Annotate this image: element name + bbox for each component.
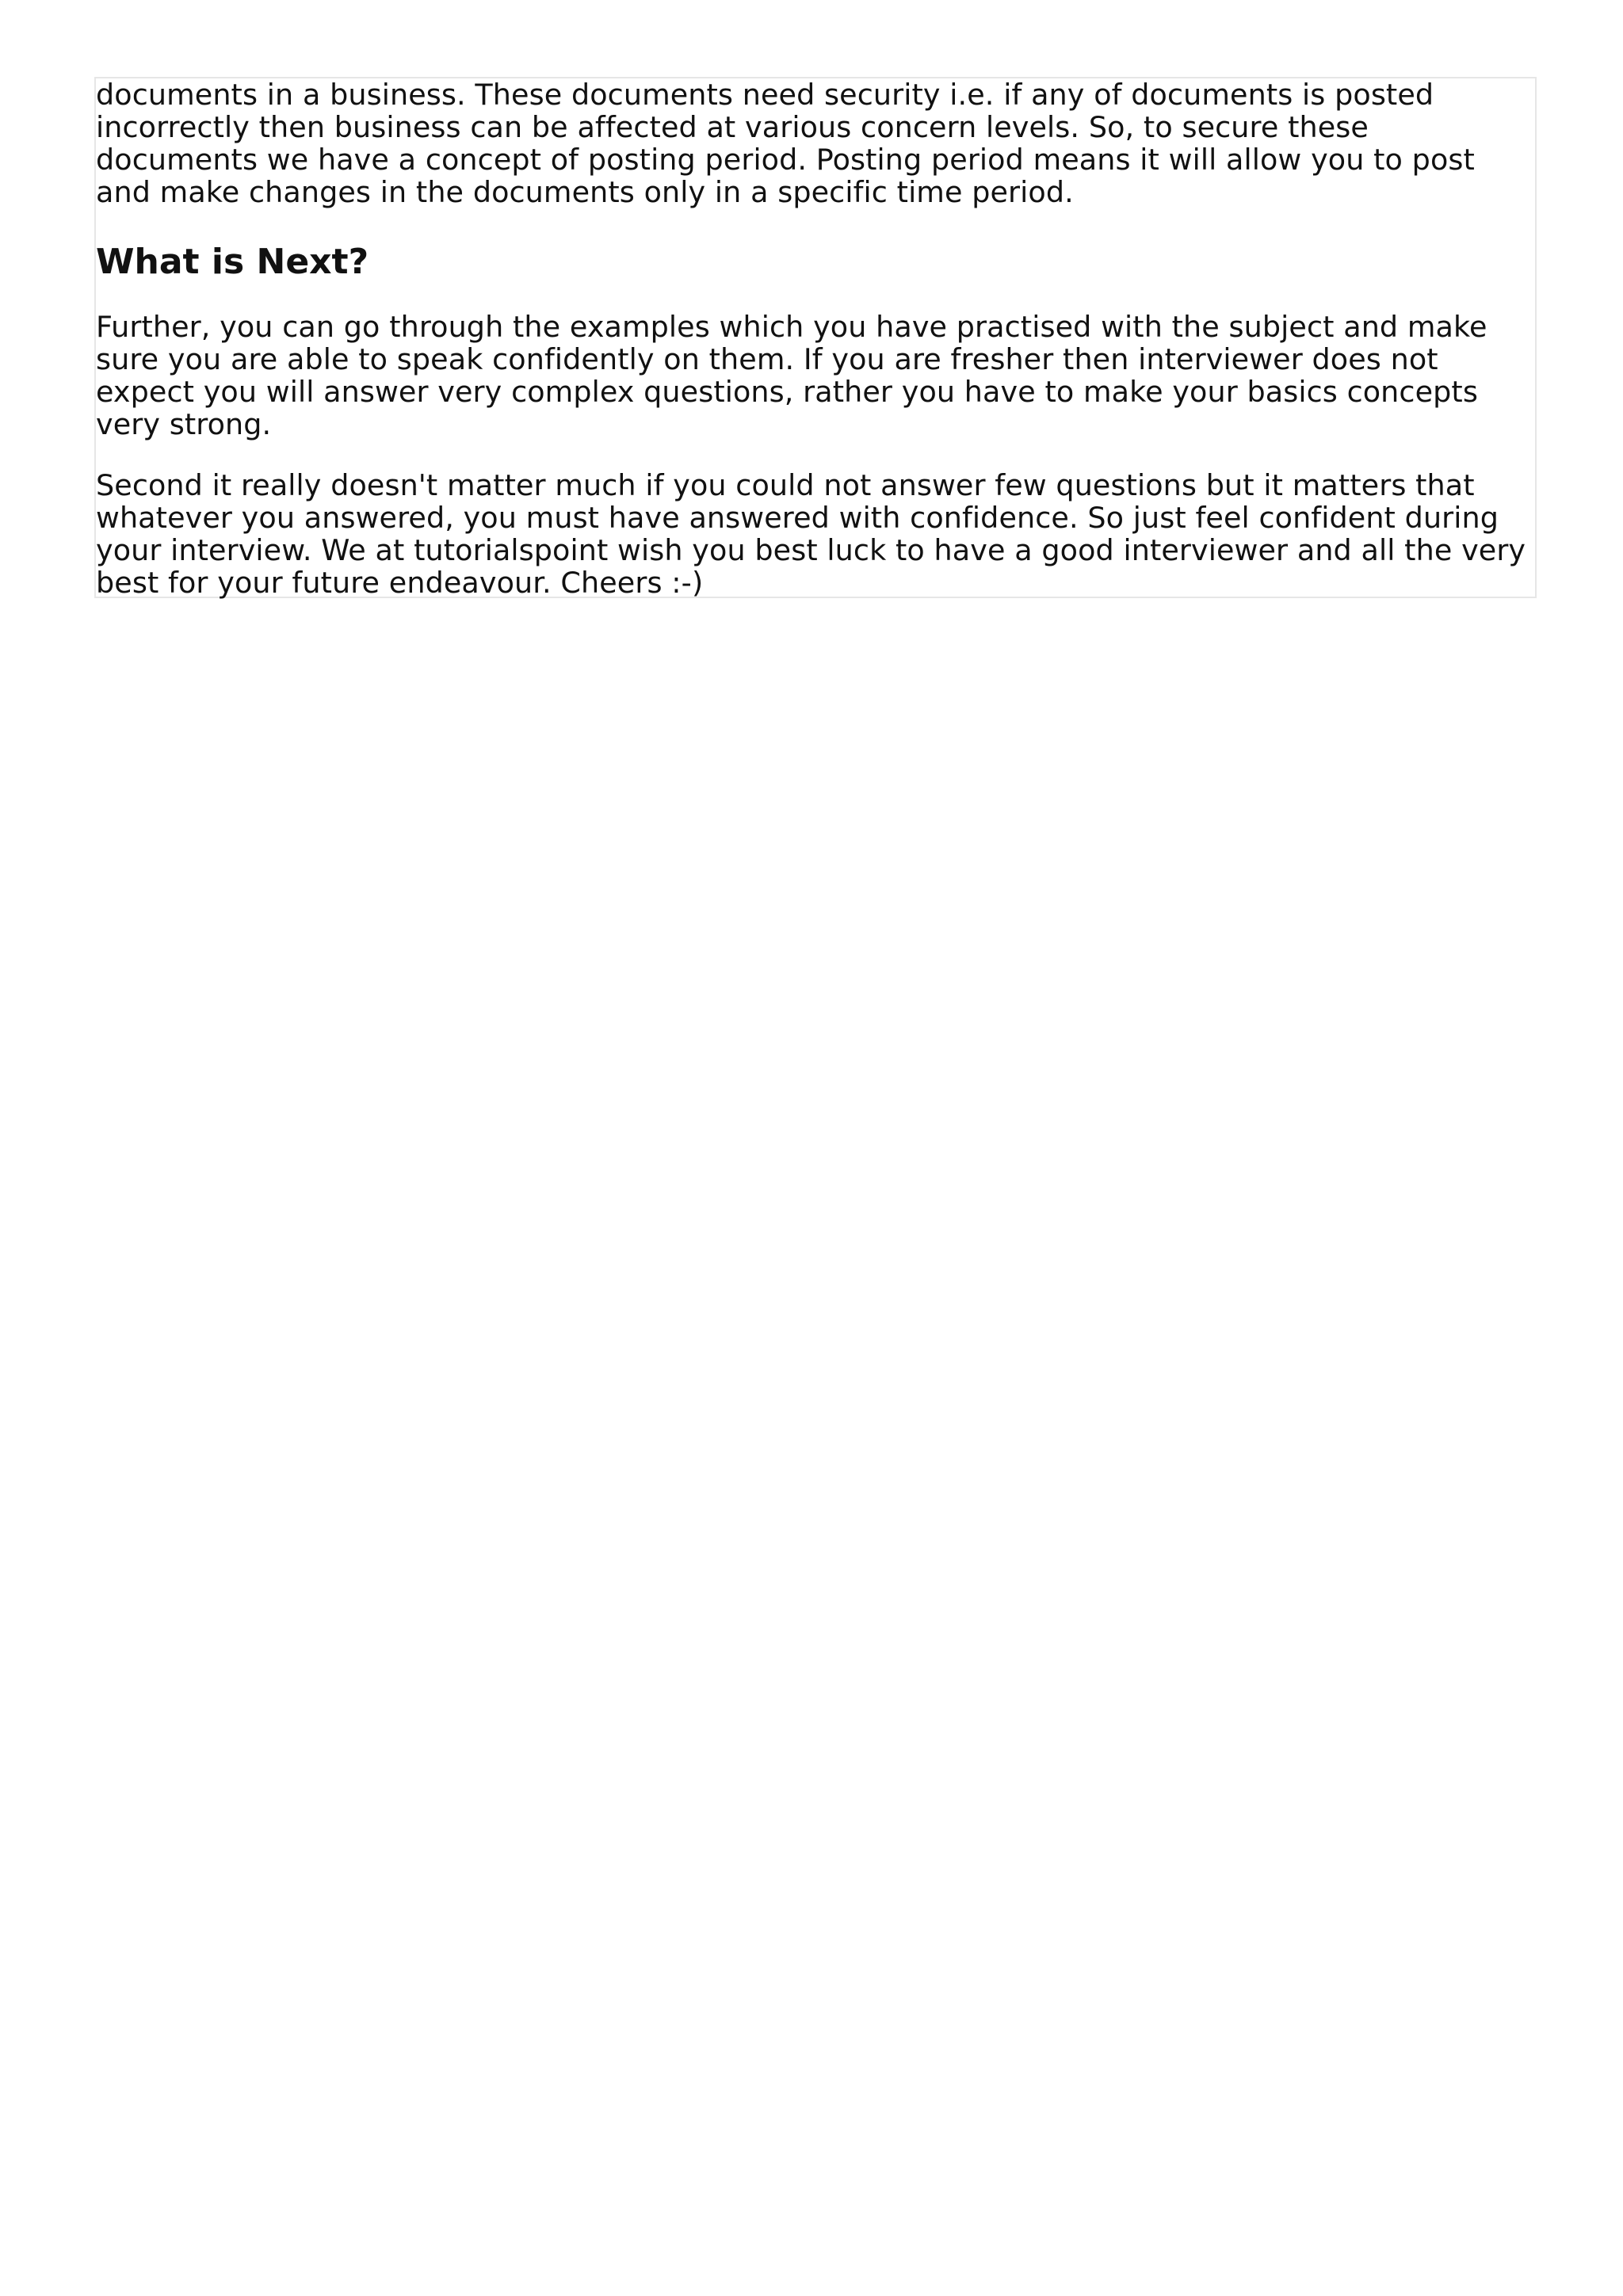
article-content <box>94 77 1537 598</box>
paragraph-next-2: Second it really doesn't matter much if you could not answer few questions but it matters that whatever you answered, you must have answered with confidence. So just feel confident during your interview. We at tutorialspoint wish you best luck to have a good interviewer and all the very best for your future endeavour. Cheers :-) <box>96 468 1526 600</box>
section-heading-what-is-next: What is Next? <box>96 242 369 282</box>
paragraph-intro: documents in a business. These documents need security i.e. if any of documents is posted incorrectly then business can be affected at various concern levels. So, to secure these documents we have a concept of posting period. Posting period means it will allow you to post and make changes in the documents only in a specific time period. <box>96 78 1475 209</box>
paragraph-next-1: Further, you can go through the examples which you have practised with the subject and make sure you are able to speak confidently on them. If you are fresher then interviewer does not expect you will answer very complex questions, rather you have to make your basics concepts very strong. <box>96 310 1487 441</box>
